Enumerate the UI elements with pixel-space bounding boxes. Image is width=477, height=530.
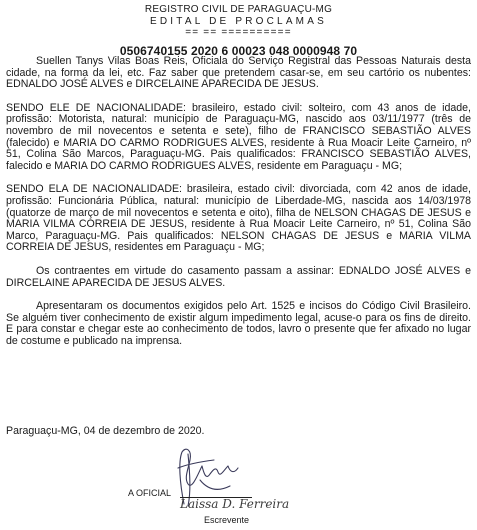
document-title: EDITAL DE PROCLAMAS [150, 16, 327, 27]
document-code: 0506740155 2020 6 00023 048 0000948 70 [119, 44, 358, 58]
groom-paragraph: SENDO ELE DE NACIONALIDADE: brasileiro, estado civil: solteiro, com 43 anos de idade, profissão: Motorista, natural: município de Paraguaçu-MG, nascido aos 03/11/1977 (três de novembro de mil novecentos e setenta e sete), filho de FRANCISCO SEBASTIÃO ALVES (falecido) e MARIA DO CARMO RODRIGUES ALVES, residente à Rua Moacir Leite Carneiro, nº 51, Colina São Marcos, Paraguaçu-MG. Pais qualificados: FRANCISCO SEBASTIÃO ALVES, falecido e MARIA DO CARMO RODRIGUES ALVES, residente em Paraguaçu - MG; [6, 101, 471, 172]
intro-paragraph: Suellen Tanys Vilas Boas Reis, Oficiala do Serviço Registral das Pessoas Naturais desta cidade, na forma da lei, etc. Faz saber que pretendem casar-se, em seu cartório os nubentes: EDNALDO JOSÉ ALVES e DIRCELAINE APARECIDA DE JESUS. [6, 55, 471, 91]
signatory-role: A OFICIAL [128, 488, 172, 498]
signatory-name: Laissa D. Ferreira [180, 497, 290, 511]
date-line: Paraguaçu-MG, 04 de dezembro de 2020. [6, 425, 205, 437]
signatory-title: Escrevente [204, 515, 250, 525]
registry-name: REGISTRO CIVIL DE PARAGUAÇU-MG [144, 4, 333, 15]
title-underline: == == ========== [185, 27, 292, 38]
document-header [0, 4, 477, 57]
bride-paragraph: SENDO ELA DE NACIONALIDADE: brasileira, estado civil: divorciada, com 42 anos de idade, profissão: Funcionária Pública, natural: município de Liberdade-MG, nascida aos 14/03/1978 (quatorze de março de mil novecentos e setenta e oito), filha de NELSON CHAGAS DE JESUS e MARIA VILMA CORREIA DE JESUS, residente à Rua Moacir Leite Carneiro, nº 51, Colina São Marco, Paraguaçu-MG. Pais qualificados: NELSON CHAGAS DE JESUS e MARIA VILMA CORREIA DE JESUS, residentes em Paraguaçu - MG; [6, 183, 471, 254]
documents-paragraph: Apresentaram os documentos exigidos pelo Art. 1525 e incisos do Código Civil Brasileiro. Se alguém tiver conhecimento de existir algum impedimento legal, acuse-o para os fins de direito. E para constar e chegar este ao conhecimento de todos, lavro o presente que fer afixado no lugar de costume e publicado na imprensa. [6, 300, 471, 347]
signature-line [180, 497, 252, 498]
document-body [6, 56, 471, 347]
signing-paragraph: Os contraentes em virtude do casamento passam a assinar: EDNALDO JOSÉ ALVES e DIRCELAINE APARECIDA DE JESUS ALVES. [6, 264, 471, 289]
signature-block [118, 444, 358, 530]
